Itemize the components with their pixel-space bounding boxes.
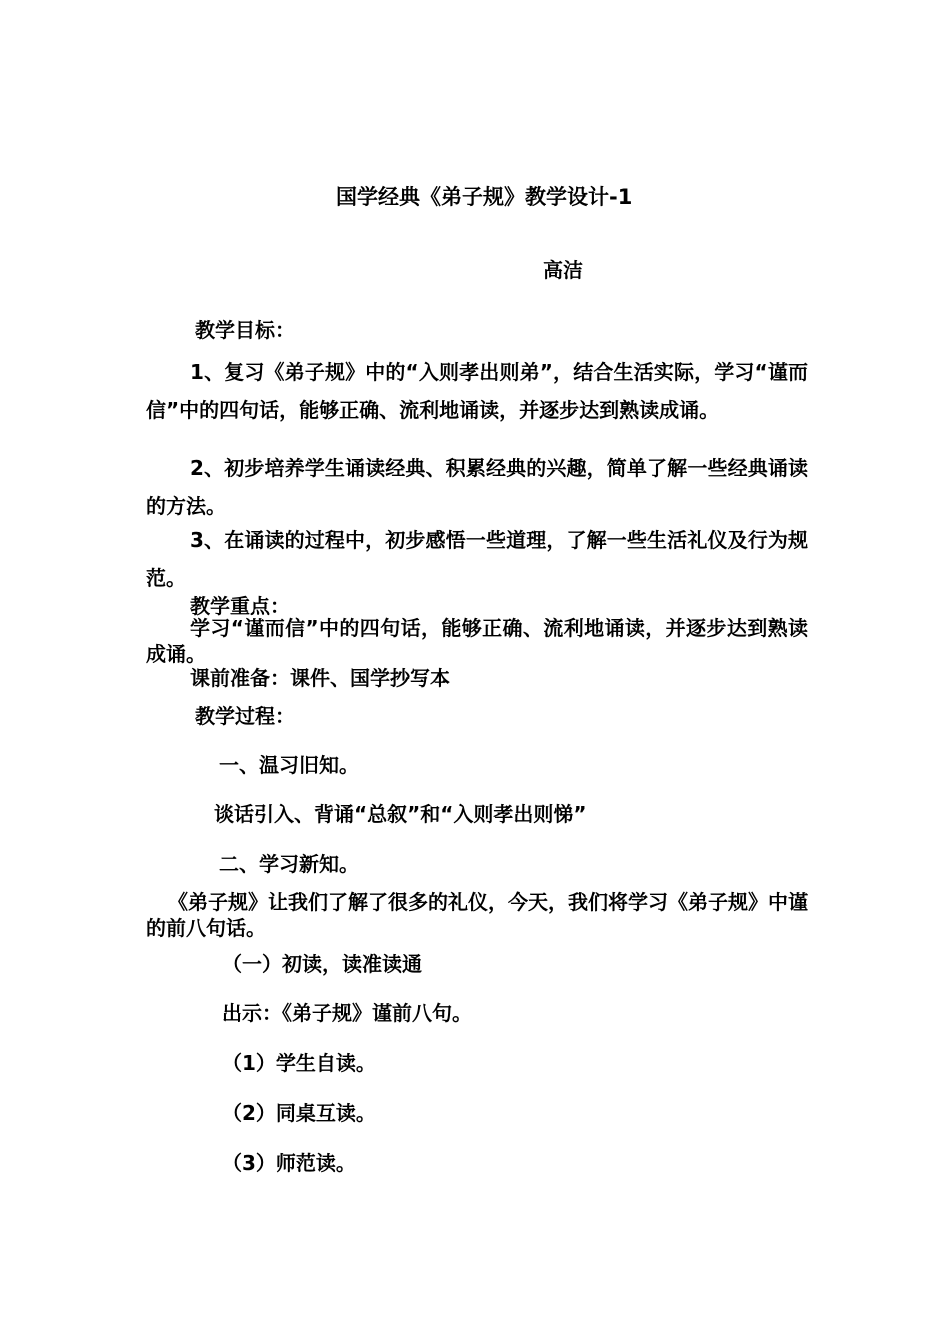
sub-step-1: （一）初读，读准读通 bbox=[222, 952, 422, 976]
list-item-2: （2）同桌互读。 bbox=[222, 1101, 376, 1125]
process-heading: 教学过程： bbox=[195, 704, 295, 728]
step-1-heading: 一、温习旧知。 bbox=[219, 753, 359, 777]
document-title: 国学经典《弟子规》教学设计-1 bbox=[336, 185, 633, 209]
list-item-1: （1）学生自读。 bbox=[222, 1051, 376, 1075]
goal-1: 1、复习《弟子规》中的“入则孝出则弟”，结合生活实际，学习“谨而信”中的四句话，能够正确、流利地诵读，并逐步达到熟读成诵。 bbox=[146, 360, 808, 422]
author-name: 高洁 bbox=[543, 258, 583, 282]
goals-heading: 教学目标： bbox=[195, 318, 295, 342]
goal-2: 2、初步培养学生诵读经典、积累经典的兴趣，简单了解一些经典诵读的方法。 bbox=[146, 456, 808, 518]
key-text: 学习“谨而信”中的四句话，能够正确、流利地诵读，并逐步达到熟读成诵。 bbox=[146, 616, 808, 666]
step-2-heading: 二、学习新知。 bbox=[219, 852, 359, 876]
preparation: 课前准备：课件、国学抄写本 bbox=[190, 666, 450, 690]
step-1-text: 谈话引入、背诵“总叙”和“入则孝出则悌” bbox=[214, 802, 587, 826]
step-2-text: 《弟子规》让我们了解了很多的礼仪，今天，我们将学习《弟子规》中谨的前八句话。 bbox=[146, 890, 808, 940]
goal-3: 3、在诵读的过程中，初步感悟一些道理，了解一些生活礼仪及行为规范。 bbox=[146, 528, 808, 590]
key-heading: 教学重点： bbox=[190, 594, 290, 618]
show-text: 出示：《弟子规》谨前八句。 bbox=[222, 1001, 472, 1025]
list-item-3: （3）师范读。 bbox=[222, 1151, 356, 1175]
